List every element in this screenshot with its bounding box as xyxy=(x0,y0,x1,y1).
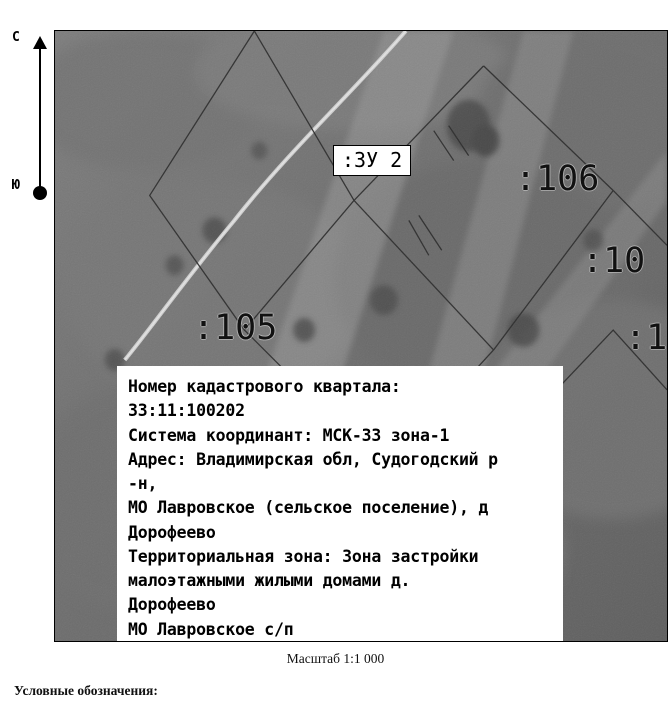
cadastral-map[interactable] xyxy=(54,30,668,642)
info-line: МО Лавровское (сельское поселение), д xyxy=(128,498,489,518)
compass-rose xyxy=(6,28,52,198)
compass-south-label: Ю xyxy=(12,178,20,193)
info-line: малоэтажными жилыми домами д. xyxy=(128,571,411,590)
info-line: МО Лавровское с/п xyxy=(128,619,294,639)
info-line: -н, xyxy=(128,474,158,493)
cadastral-info-panel xyxy=(117,366,563,642)
parcel-label-106: :106 xyxy=(515,159,600,199)
info-line: Система координант: МСК-33 зона-1 xyxy=(128,425,450,445)
info-line: Номер кадастрового квартала: xyxy=(128,377,401,396)
parcel-label-107: :10 xyxy=(582,241,646,281)
parcel-label-105: :105 xyxy=(193,308,278,348)
info-line: Дорофеево xyxy=(128,522,216,542)
legend-heading: Условные обозначения: xyxy=(14,683,158,698)
info-line: 33:11:100202 xyxy=(128,401,245,421)
compass-north-label: С xyxy=(12,30,20,45)
info-line: Адрес: Владимирская обл, Судогодский р xyxy=(128,449,498,469)
parcel-callout-zu2: :ЗУ 2 xyxy=(333,145,411,176)
info-line: Дорофеево xyxy=(128,595,216,615)
info-line: Территориальная зона: Зона застройки xyxy=(128,546,479,566)
parcel-label-1: :1 xyxy=(625,318,668,358)
compass-south-dot-icon xyxy=(33,186,47,200)
map-scale-caption: Масштаб 1:1 000 xyxy=(286,651,385,666)
compass-axis-line xyxy=(39,46,41,196)
